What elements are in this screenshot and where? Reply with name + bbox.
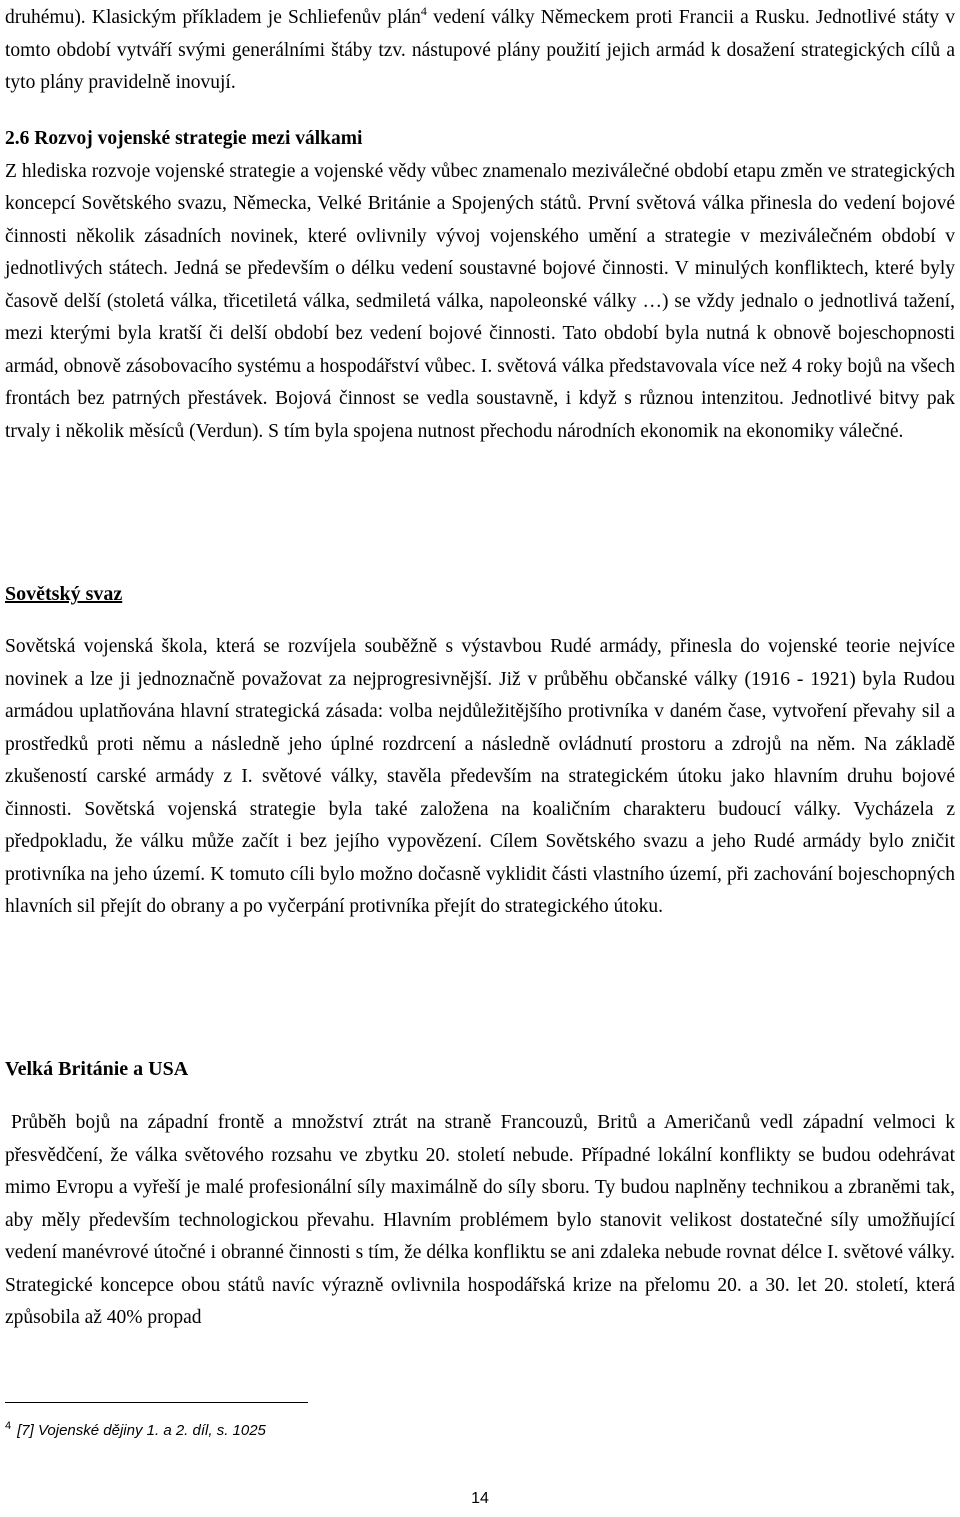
intro-paragraph bbox=[5, 2, 955, 100]
britain-usa-paragraph bbox=[5, 1107, 955, 1335]
soviet-paragraph: Sovětská vojenská škola, která se rozvíjela souběžně s výstavbou Rudé armády, přinesla do vojenské teorie nejvíce novinek a lze ji jednoznačně považovat za nejprogresivnější. Již v průběhu občanské války (1916 - 1921) byla Rudou armádou uplatňována hlavní strategická zásada: volba nejdůležitějšího protivníka v daném čase, vytvoření převahy sil a prostředků proti němu a následně jeho úplné rozdrcení a následně ovládnutí prostoru a zdrojů na něm. Na základě zkušeností carské armády z I. světové války, stavěla především na strategickém útoku jako hlavním druhu bojové činnosti. Sovětská vojenská strategie byla také založena na koaličním charakteru budoucí války. Vycházela z předpokladu, že válku může začít i bez jejího vypovězení. Cílem Sovětského svazu a jeho Rudé armády bylo zničit protivníka na jeho území. K tomuto cíli bylo možno dočasně vyklidit části vlastního území, při zachování bojeschopných hlavních sil přejít do obrany a po vyčerpání protivníka přejít do strategického útoku. bbox=[5, 636, 955, 917]
intro-text-a: druhému). Klasickým příkladem je Schliefenův plán bbox=[5, 7, 421, 28]
section-2-6-text: Z hlediska rozvoje vojenské strategie a vojenské vědy vůbec znamenalo meziválečné období etapu změn ve strategických koncepcí Sovětského svazu, Německa, Velké Británie a Spojených států. První světová válka přinesla do vedení bojové činnosti několik zásadních novinek, které ovlivnily vývoj vojenského umění a strategie v meziválečném období v jednotlivých státech. Jedná se především o délku vedení soustavné bojové činnosti. V minulých konfliktech, které byly časově delší (stoletá válka, třicetiletá válka, sedmiletá válka, napoleonské války …) se vždy jednalo o jednotlivá tažení, mezi kterými byla kratší či delší období bez vedení bojové činnosti. Tato období byla nutná k obnově bojeschopnosti armád, obnově zásobovacího systému a hospodářství vůbec. I. světová válka představovala více než 4 roky bojů na všech frontách bez patrných přestávek. Bojová činnost se vedla soustavně, i když s různou intenzitou. Jednotlivé bitvy pak trvaly i několik měsíců (Verdun). S tím byla spojena nutnost přechodu národních ekonomik na ekonomiky válečné. bbox=[5, 160, 955, 442]
footnote-text: [7] Vojenské dějiny 1. a 2. díl, s. 1025 bbox=[17, 1422, 266, 1439]
page-number: 14 bbox=[471, 1490, 489, 1507]
britain-usa-text: Průběh bojů na západní frontě a množství ztrát na straně Francouzů, Britů a Američanů vedl západní velmoci k přesvědčení, že válka světového rozsahu ve zbytku 20. století nebude. Případné lokální konflikty se budou odehrávat mimo Evropu a vyřeší je malé profesionální síly maximálně do síly sboru. Ty budou naplněny technikou a zbraněmi tak, aby měly především technologickou převahu. Hlavním problémem bylo stanovit velikost dostatečné síly umožňující vedení manévrové útočné i obranné činnosti s tím, že délka konfliktu se ani zdaleka nebude rovnat délce I. světové války. Strategické koncepce obou států navíc výrazně ovlivnila hospodářská krize na přelomu 20. a 30. let 20. století, která způsobila až 40% propad bbox=[5, 1112, 955, 1328]
heading-britain-usa: Velká Británie a USA bbox=[5, 1058, 189, 1080]
intro-text-b: vedení války Německem proti Francii a Rusku. Jednotlivé státy v tomto období vytváří svými generálními štáby tzv. nástupové plány použití jejich armád k dosažení strategických cílů a tyto plány pravidelně inovují. bbox=[5, 7, 955, 93]
footnote-reference[interactable]: 4 bbox=[420, 4, 427, 18]
footnote-number: 4 bbox=[5, 1420, 12, 1432]
footnote bbox=[5, 1422, 266, 1439]
footnote-separator bbox=[5, 1402, 308, 1403]
heading-soviet-union: Sovětský svaz bbox=[5, 583, 123, 605]
section-2-6 bbox=[5, 123, 955, 448]
section-heading-2-6: 2.6 Rozvoj vojenské strategie mezi válkami bbox=[5, 128, 363, 149]
